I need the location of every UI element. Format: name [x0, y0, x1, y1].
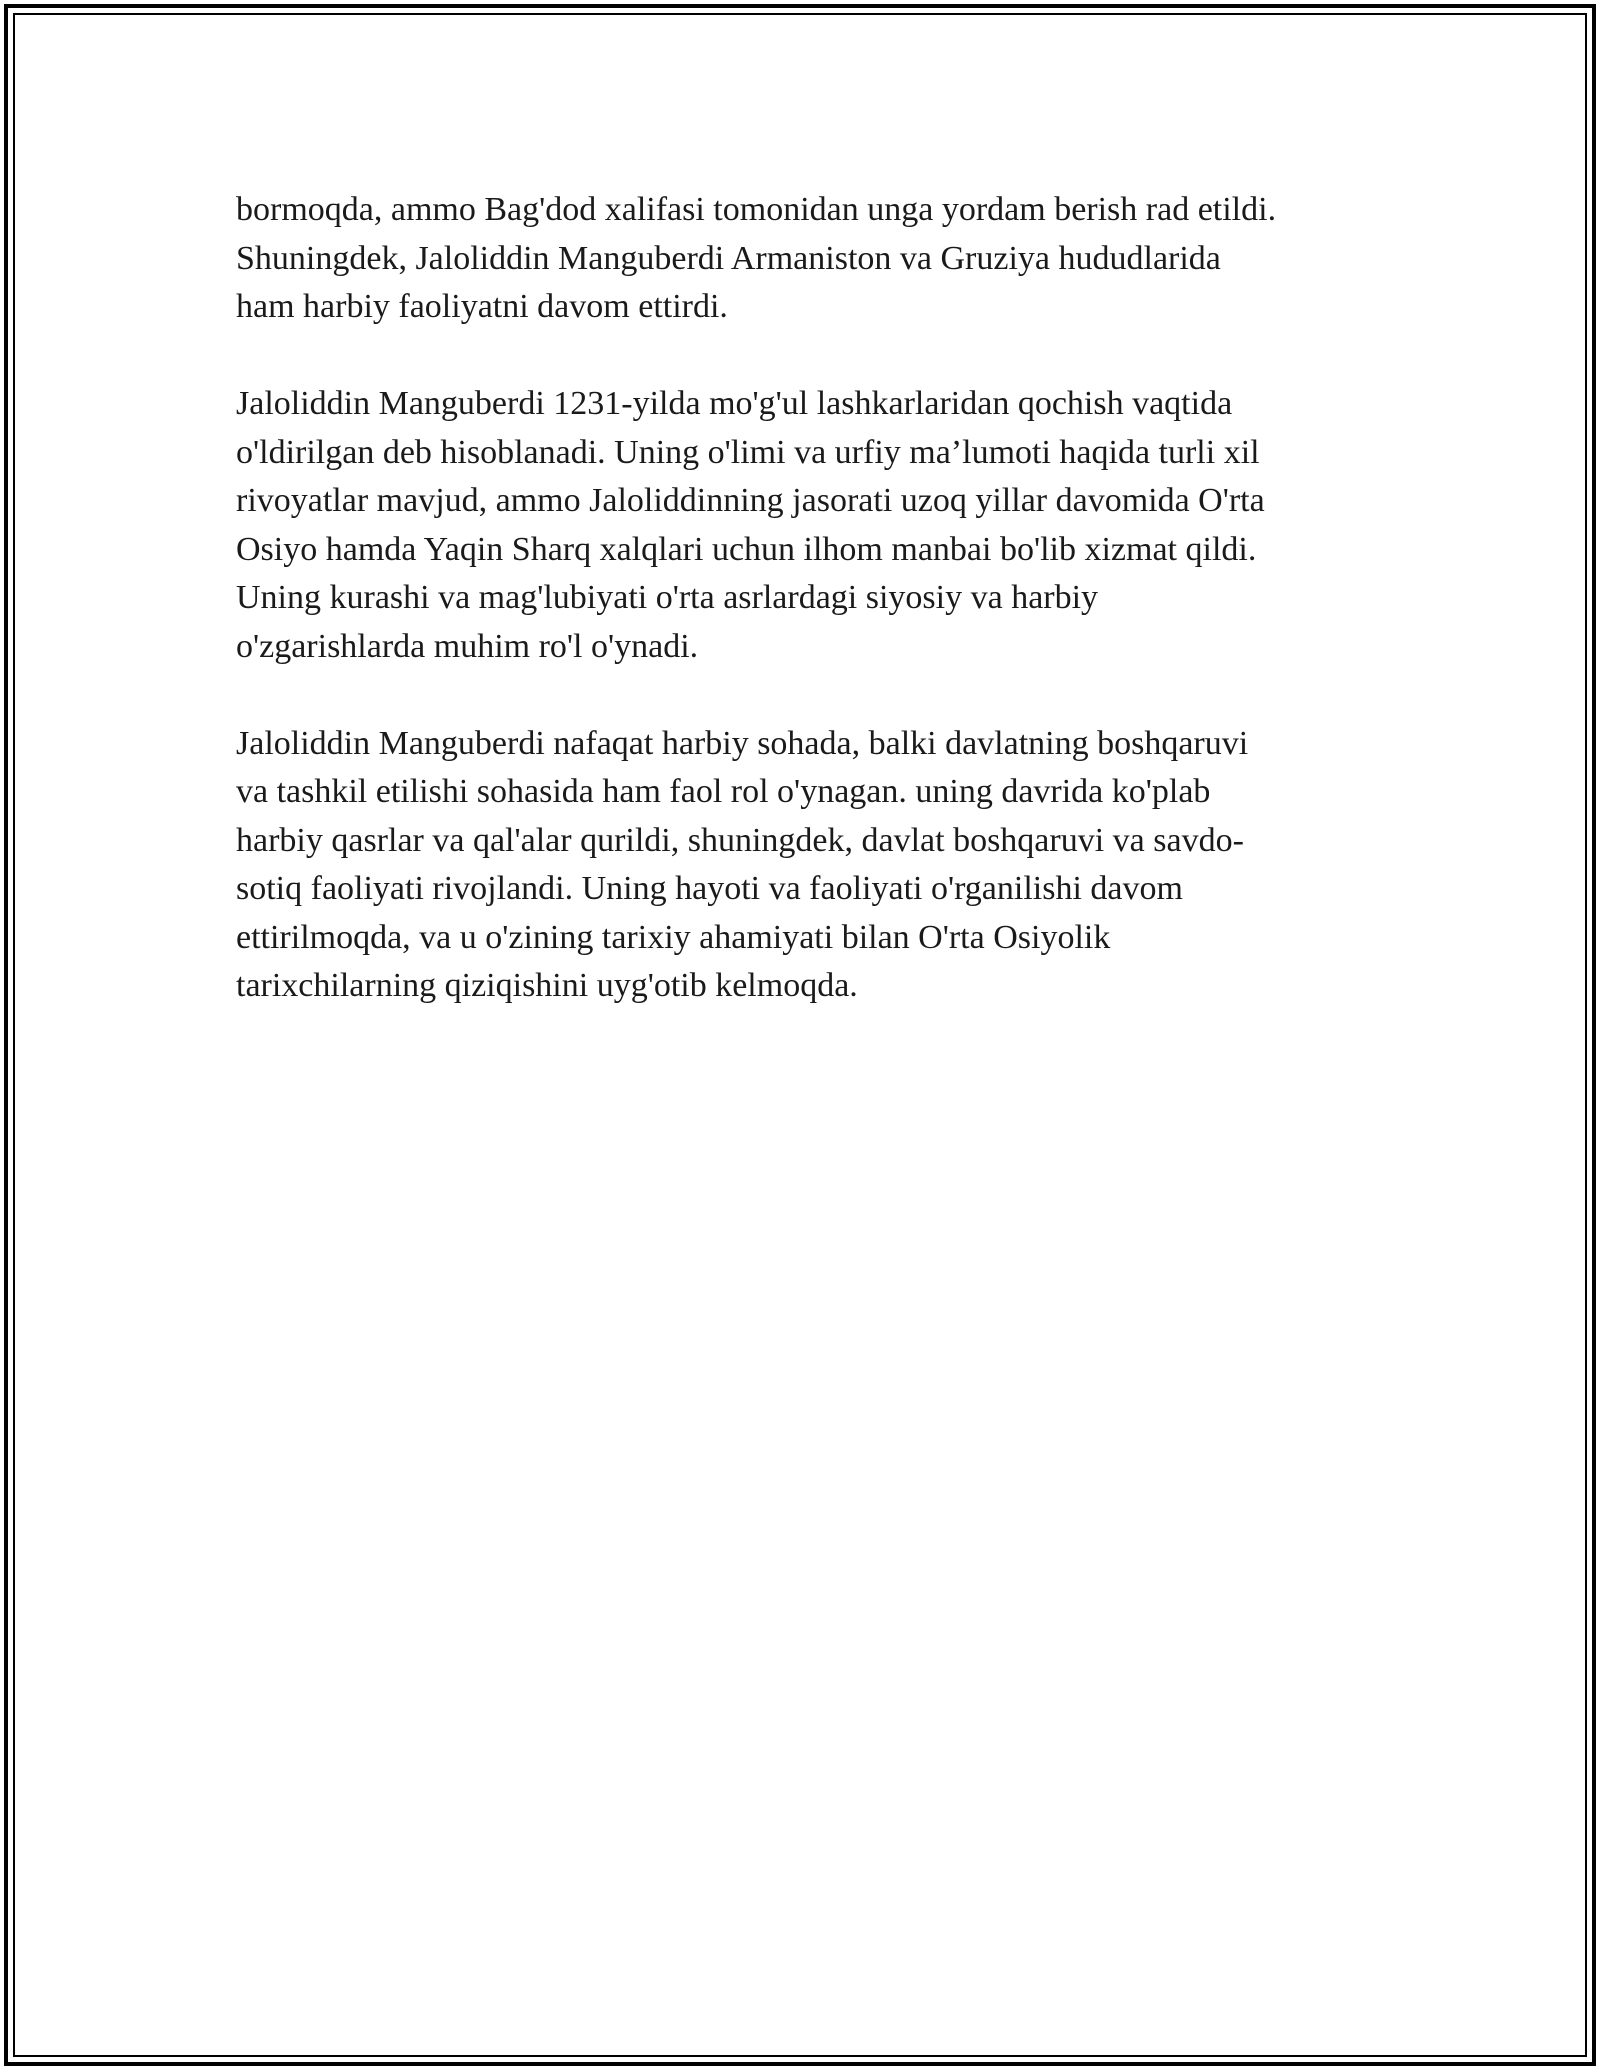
document-body: [236, 186, 1366, 1011]
paragraph-3: Jaloliddin Manguberdi nafaqat harbiy sohada, balki davlatning boshqaruvi va tashkil etilishi sohasida ham faol rol o'ynagan. uning davrida ko'plab harbiy qasrlar va qal'alar qurildi, shuningdek, davlat boshqaruvi va savdo- sotiq faoliyati rivojlandi. Uning hayoti va faoliyati o'rganilishi davom ettirilmoqda, va u o'zining tarixiy ahamiyati bilan O'rta Osiyolik tarixchilarning qiziqishini uyg'otib kelmoqda.: [236, 724, 1249, 1004]
paragraph-2: Jaloliddin Manguberdi 1231-yilda mo'g'ul lashkarlaridan qochish vaqtida o'ldirilgan deb hisoblanadi. Uning o'limi va urfiy ma’lumoti haqida turli xil rivoyatlar mavjud, ammo Jaloliddinning jasorati uzoq yillar davomida O'rta Osiyo hamda Yaqin Sharq xalqlari uchun ilhom manbai bo'lib xizmat qildi. Uning kurashi va mag'lubiyati o'rta asrlardagi siyosiy va harbiy o'zgarishlarda muhim ro'l o'ynadi.: [236, 385, 1265, 665]
paragraph-1: bormoqda, ammo Bag'dod xalifasi tomonidan unga yordam berish rad etildi. Shuningdek, Jaloliddin Manguberdi Armaniston va Gruziya hududlarida ham harbiy faoliyatni davom ettirdi.: [236, 191, 1277, 325]
